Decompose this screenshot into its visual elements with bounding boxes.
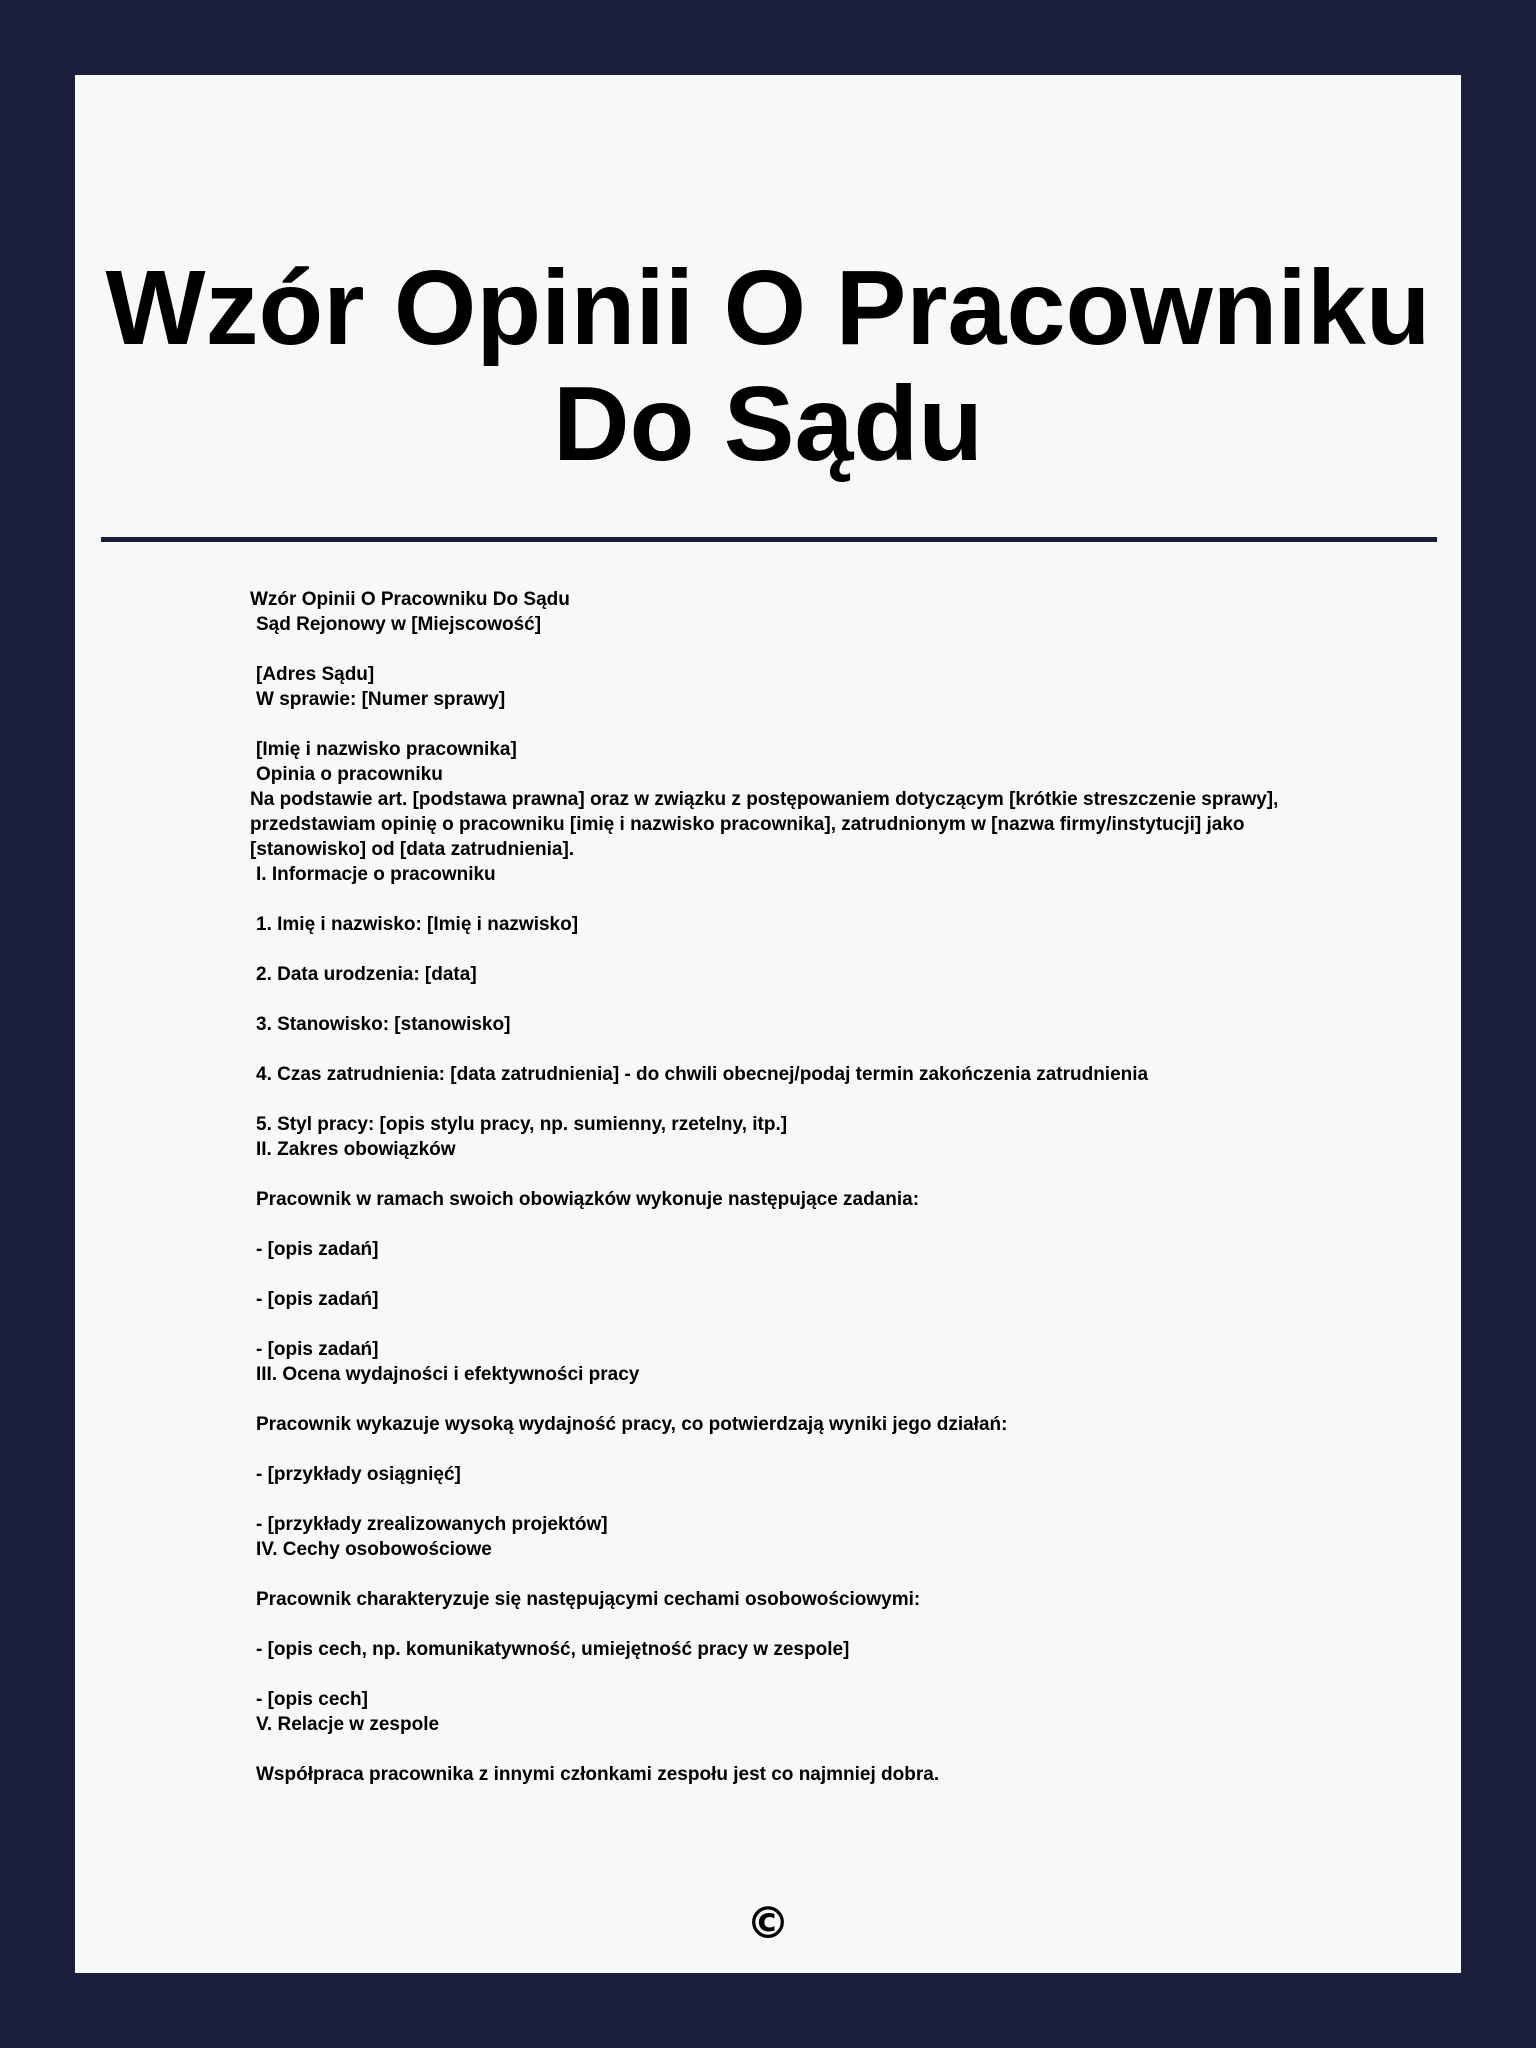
document-line: 5. Styl pracy: [opis stylu pracy, np. sumienny, rzetelny, itp.]: [256, 1114, 788, 1135]
document-line: Sąd Rejonowy w [Miejscowość]: [256, 614, 542, 635]
document-line: - [opis zadań]: [256, 1339, 379, 1360]
blank-line: [250, 987, 1290, 1012]
document-line: [Imię i nazwisko pracownika]: [256, 739, 517, 760]
document-page: [75, 75, 1461, 1973]
document-line: - [przykłady zrealizowanych projektów]: [256, 1514, 608, 1535]
document-line: IV. Cechy osobowościowe: [256, 1539, 492, 1560]
document-line: Współpraca pracownika z innymi członkami zespołu jest co najmniej dobra.: [256, 1764, 940, 1785]
document-line: - [opis cech, np. komunikatywność, umiejętność pracy w zespole]: [256, 1639, 850, 1660]
document-line: - [opis zadań]: [256, 1239, 379, 1260]
blank-line: [250, 1262, 1290, 1287]
blank-line: [250, 1162, 1290, 1187]
blank-line: [250, 1662, 1290, 1687]
document-line: Na podstawie art. [podstawa prawna] oraz w związku z postępowaniem dotyczącym [krótkie streszczenie sprawy], przedstawiam opinię o pracowniku [imię i nazwisko pracownika], zatrudnionym w [nazwa firmy/instytucji] jako [stanowisko] od [data zatrudnienia].: [250, 789, 1284, 860]
document-line: - [przykłady osiągnięć]: [256, 1464, 461, 1485]
document-line: III. Ocena wydajności i efektywności pracy: [256, 1364, 640, 1385]
blank-line: [250, 712, 1290, 737]
document-line: 2. Data urodzenia: [data]: [256, 964, 477, 985]
blank-line: [250, 1487, 1290, 1512]
document-line: 1. Imię i nazwisko: [Imię i nazwisko]: [256, 914, 579, 935]
document-body: [250, 587, 1290, 1787]
blank-line: [250, 1612, 1290, 1637]
title-divider: [101, 537, 1437, 542]
blank-line: [250, 1737, 1290, 1762]
blank-line: [250, 1312, 1290, 1337]
copyright-icon: ©: [746, 1898, 790, 1949]
document-line: I. Informacje o pracowniku: [256, 864, 496, 885]
blank-line: [250, 937, 1290, 962]
blank-line: [250, 637, 1290, 662]
document-line: W sprawie: [Numer sprawy]: [256, 689, 506, 710]
document-line: Pracownik w ramach swoich obowiązków wykonuje następujące zadania:: [256, 1189, 920, 1210]
document-line: V. Relacje w zespole: [256, 1714, 440, 1735]
document-line: Opinia o pracowniku: [256, 764, 443, 785]
blank-line: [250, 1562, 1290, 1587]
blank-line: [250, 1437, 1290, 1462]
document-line: [Adres Sądu]: [256, 664, 375, 685]
blank-line: [250, 1212, 1290, 1237]
document-line: Pracownik charakteryzuje się następującymi cechami osobowościowymi:: [256, 1589, 921, 1610]
blank-line: [250, 887, 1290, 912]
page-title: Wzór Opinii O Pracowniku Do Sądu: [105, 249, 1431, 483]
blank-line: [250, 1037, 1290, 1062]
document-line: - [opis cech]: [256, 1689, 368, 1710]
blank-line: [250, 1387, 1290, 1412]
document-line: 4. Czas zatrudnienia: [data zatrudnienia] - do chwili obecnej/podaj termin zakończenia zatrudnienia: [256, 1064, 1149, 1085]
document-line: 3. Stanowisko: [stanowisko]: [256, 1014, 511, 1035]
document-line: - [opis zadań]: [256, 1289, 379, 1310]
blank-line: [250, 1087, 1290, 1112]
document-line: II. Zakres obowiązków: [256, 1139, 456, 1160]
document-line: Wzór Opinii O Pracowniku Do Sądu: [250, 589, 570, 610]
document-line: Pracownik wykazuje wysoką wydajność pracy, co potwierdzają wyniki jego działań:: [256, 1414, 1008, 1435]
